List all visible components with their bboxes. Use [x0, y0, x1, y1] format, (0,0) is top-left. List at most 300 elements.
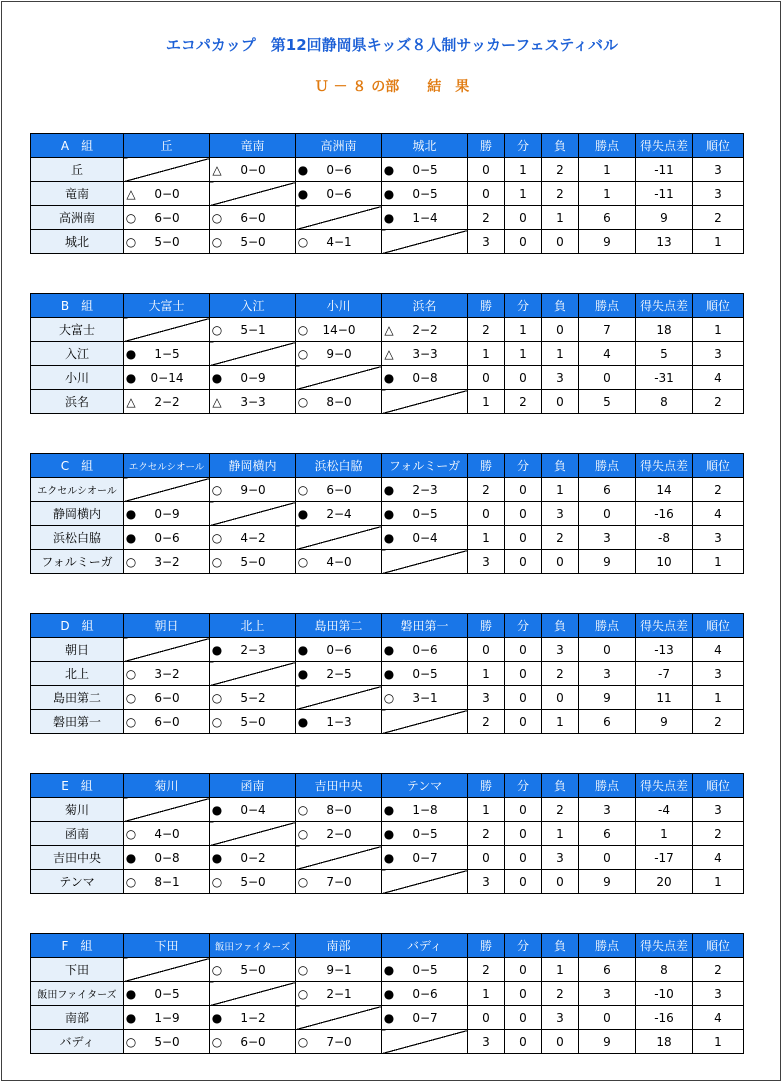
match-score: 1−9 — [154, 1010, 180, 1025]
match-score: 0−6 — [412, 642, 438, 657]
team-row — [31, 478, 744, 502]
match-score: 5−0 — [240, 714, 266, 729]
stat-cell: 0 — [542, 1030, 579, 1054]
win-mark: ○ — [211, 530, 223, 545]
match-score: 1−3 — [326, 714, 352, 729]
row-team-name: 高洲南 — [31, 206, 124, 230]
match-result-cell — [124, 182, 210, 206]
stat-header: 勝点 — [579, 934, 636, 958]
match-score: 9−0 — [326, 346, 352, 361]
loss-mark: ● — [383, 802, 395, 817]
match-score: 4−0 — [154, 826, 180, 841]
row-team-name: 浜松白脇 — [31, 526, 124, 550]
stat-cell: -16 — [636, 502, 693, 526]
match-result-cell — [382, 318, 468, 342]
match-result-cell — [382, 822, 468, 846]
stat-cell: -4 — [636, 798, 693, 822]
stat-header: 勝点 — [579, 134, 636, 158]
stat-cell: 4 — [693, 366, 744, 390]
match-score: 3−1 — [412, 690, 438, 705]
self-match-cell — [296, 686, 382, 710]
draw-mark: △ — [212, 162, 222, 177]
row-team-name: フォルミーガ — [31, 550, 124, 574]
stat-cell: 0 — [505, 1030, 542, 1054]
match-score: 0−2 — [240, 850, 266, 865]
match-score: 6−0 — [154, 210, 180, 225]
match-result-cell — [210, 206, 296, 230]
win-mark: ○ — [297, 1034, 309, 1049]
match-result-cell — [210, 318, 296, 342]
match-result-cell — [124, 822, 210, 846]
group-label: E 組 — [31, 774, 124, 798]
stat-cell: 3 — [542, 846, 579, 870]
stat-cell: 1 — [579, 182, 636, 206]
stat-cell: 2 — [468, 318, 505, 342]
group-table — [30, 453, 744, 574]
stat-cell: 9 — [636, 710, 693, 734]
row-team-name: 竜南 — [31, 182, 124, 206]
self-match-cell — [124, 798, 210, 822]
team-row — [31, 158, 744, 182]
stat-cell: 5 — [636, 342, 693, 366]
stat-cell: 1 — [468, 342, 505, 366]
stat-cell: 0 — [542, 390, 579, 414]
loss-mark: ● — [383, 826, 395, 841]
group-label: B 組 — [31, 294, 124, 318]
stat-cell: 1 — [468, 662, 505, 686]
stat-cell: 1 — [468, 526, 505, 550]
team-row — [31, 502, 744, 526]
self-match-cell — [382, 870, 468, 894]
team-row — [31, 550, 744, 574]
group-table — [30, 613, 744, 734]
match-score: 7−0 — [326, 874, 352, 889]
column-team-header: 浜松白脇 — [296, 454, 382, 478]
match-result-cell — [124, 230, 210, 254]
win-mark: ○ — [125, 714, 137, 729]
stat-header: 順位 — [693, 134, 744, 158]
column-team-header: バディ — [382, 934, 468, 958]
match-score: 0−9 — [154, 506, 180, 521]
loss-mark: ● — [383, 506, 395, 521]
stat-header: 分 — [505, 294, 542, 318]
match-result-cell — [382, 342, 468, 366]
match-result-cell — [296, 158, 382, 182]
stat-cell: 2 — [542, 158, 579, 182]
stat-cell: 2 — [693, 958, 744, 982]
match-score: 3−2 — [154, 554, 180, 569]
loss-mark: ● — [383, 1010, 395, 1025]
match-score: 5−0 — [240, 874, 266, 889]
match-score: 6−0 — [326, 482, 352, 497]
stat-header: 分 — [505, 134, 542, 158]
match-result-cell — [382, 502, 468, 526]
stat-cell: 2 — [693, 822, 744, 846]
match-result-cell — [124, 1006, 210, 1030]
stat-cell: 0 — [468, 182, 505, 206]
stat-cell: 9 — [579, 686, 636, 710]
win-mark: ○ — [125, 690, 137, 705]
match-result-cell — [296, 870, 382, 894]
stat-header: 分 — [505, 934, 542, 958]
stat-header: 負 — [542, 294, 579, 318]
match-score: 0−5 — [412, 962, 438, 977]
stat-cell: 1 — [505, 318, 542, 342]
row-team-name: バディ — [31, 1030, 124, 1054]
match-score: 5−0 — [240, 234, 266, 249]
team-row — [31, 798, 744, 822]
row-team-name: 下田 — [31, 958, 124, 982]
stat-cell: 2 — [542, 662, 579, 686]
stat-cell: 4 — [693, 846, 744, 870]
stat-cell: 1 — [542, 710, 579, 734]
self-match-cell — [382, 390, 468, 414]
win-mark: ○ — [297, 826, 309, 841]
team-row — [31, 390, 744, 414]
stat-cell: 4 — [693, 502, 744, 526]
match-score: 3−2 — [154, 666, 180, 681]
loss-mark: ● — [211, 850, 223, 865]
match-score: 0−0 — [154, 186, 180, 201]
match-score: 2−2 — [412, 322, 438, 337]
team-row — [31, 662, 744, 686]
column-team-header: 飯田ファイターズ — [210, 934, 296, 958]
match-result-cell — [124, 662, 210, 686]
team-row — [31, 846, 744, 870]
stat-header: 分 — [505, 614, 542, 638]
win-mark: ○ — [297, 234, 309, 249]
stat-cell: 8 — [636, 958, 693, 982]
column-team-header: 浜名 — [382, 294, 468, 318]
match-score: 14−0 — [322, 322, 356, 337]
stat-cell: 0 — [579, 638, 636, 662]
match-result-cell — [296, 478, 382, 502]
win-mark: ○ — [211, 690, 223, 705]
loss-mark: ● — [211, 370, 223, 385]
match-result-cell — [296, 710, 382, 734]
row-team-name: 浜名 — [31, 390, 124, 414]
stat-cell: 2 — [693, 710, 744, 734]
stat-cell: 1 — [468, 390, 505, 414]
match-score: 0−5 — [412, 162, 438, 177]
win-mark: ○ — [297, 554, 309, 569]
stat-cell: 9 — [579, 230, 636, 254]
match-result-cell — [210, 478, 296, 502]
column-team-header: 島田第二 — [296, 614, 382, 638]
stat-cell: 2 — [542, 982, 579, 1006]
match-result-cell — [296, 798, 382, 822]
stat-cell: 0 — [579, 502, 636, 526]
stat-cell: -31 — [636, 366, 693, 390]
group-label: C 組 — [31, 454, 124, 478]
stat-cell: 3 — [693, 526, 744, 550]
team-row — [31, 526, 744, 550]
match-score: 2−3 — [240, 642, 266, 657]
loss-mark: ● — [297, 642, 309, 657]
stat-cell: 3 — [693, 182, 744, 206]
stat-header: 得失点差 — [636, 614, 693, 638]
stat-cell: 0 — [542, 870, 579, 894]
match-score: 2−3 — [412, 482, 438, 497]
stat-header: 勝 — [468, 934, 505, 958]
self-match-cell — [124, 478, 210, 502]
team-row — [31, 870, 744, 894]
team-row — [31, 1006, 744, 1030]
stat-cell: 0 — [505, 550, 542, 574]
stat-header: 順位 — [693, 934, 744, 958]
row-team-name: 朝日 — [31, 638, 124, 662]
win-mark: ○ — [211, 714, 223, 729]
win-mark: ○ — [211, 962, 223, 977]
stat-header: 負 — [542, 454, 579, 478]
win-mark: ○ — [383, 690, 395, 705]
stat-header: 勝 — [468, 454, 505, 478]
row-team-name: 磐田第一 — [31, 710, 124, 734]
match-result-cell — [296, 230, 382, 254]
win-mark: ○ — [211, 234, 223, 249]
self-match-cell — [382, 230, 468, 254]
stat-cell: 3 — [468, 686, 505, 710]
match-score: 0−4 — [412, 530, 438, 545]
stat-cell: 6 — [579, 206, 636, 230]
stat-cell: 18 — [636, 1030, 693, 1054]
match-result-cell — [210, 1006, 296, 1030]
team-row — [31, 230, 744, 254]
match-result-cell — [124, 846, 210, 870]
stat-header: 勝点 — [579, 614, 636, 638]
loss-mark: ● — [125, 1010, 137, 1025]
match-score: 2−1 — [326, 986, 352, 1001]
match-result-cell — [382, 846, 468, 870]
loss-mark: ● — [383, 666, 395, 681]
loss-mark: ● — [383, 530, 395, 545]
match-score: 3−3 — [240, 394, 266, 409]
stat-header: 順位 — [693, 774, 744, 798]
group-table — [30, 933, 744, 1054]
row-team-name: 函南 — [31, 822, 124, 846]
loss-mark: ● — [383, 210, 395, 225]
stat-cell: 1 — [542, 478, 579, 502]
match-score: 9−0 — [240, 482, 266, 497]
self-match-cell — [124, 158, 210, 182]
match-result-cell — [382, 1006, 468, 1030]
match-score: 0−5 — [154, 986, 180, 1001]
column-team-header: 南部 — [296, 934, 382, 958]
stat-cell: 6 — [579, 958, 636, 982]
stat-cell: 1 — [468, 798, 505, 822]
stat-cell: 3 — [579, 662, 636, 686]
match-result-cell — [210, 366, 296, 390]
stat-cell: 0 — [542, 230, 579, 254]
match-result-cell — [210, 1030, 296, 1054]
match-score: 2−4 — [326, 506, 352, 521]
column-team-header: エクセルシオール — [124, 454, 210, 478]
match-result-cell — [382, 958, 468, 982]
stat-cell: 0 — [505, 662, 542, 686]
loss-mark: ● — [125, 530, 137, 545]
stat-header: 勝 — [468, 134, 505, 158]
win-mark: ○ — [211, 554, 223, 569]
win-mark: ○ — [297, 482, 309, 497]
stat-cell: 6 — [579, 478, 636, 502]
row-team-name: 吉田中央 — [31, 846, 124, 870]
draw-mark: △ — [384, 346, 394, 361]
column-team-header: 入江 — [210, 294, 296, 318]
stat-cell: 1 — [468, 982, 505, 1006]
match-result-cell — [210, 638, 296, 662]
stat-cell: 2 — [468, 822, 505, 846]
self-match-cell — [382, 1030, 468, 1054]
loss-mark: ● — [383, 482, 395, 497]
stat-cell: 0 — [505, 822, 542, 846]
stat-header: 負 — [542, 774, 579, 798]
stat-header: 得失点差 — [636, 934, 693, 958]
match-score: 4−1 — [326, 234, 352, 249]
loss-mark: ● — [125, 850, 137, 865]
group-label: F 組 — [31, 934, 124, 958]
stat-cell: 0 — [468, 846, 505, 870]
stat-cell: 3 — [468, 550, 505, 574]
stat-cell: 0 — [505, 710, 542, 734]
stat-cell: 3 — [693, 158, 744, 182]
loss-mark: ● — [297, 714, 309, 729]
stat-cell: 6 — [579, 822, 636, 846]
match-result-cell — [210, 958, 296, 982]
stat-cell: 3 — [693, 662, 744, 686]
loss-mark: ● — [383, 850, 395, 865]
match-result-cell — [124, 502, 210, 526]
match-result-cell — [382, 638, 468, 662]
draw-mark: △ — [384, 322, 394, 337]
stat-header: 順位 — [693, 454, 744, 478]
stat-cell: 1 — [505, 342, 542, 366]
page-subtitle: Ｕ － ８ の部 結 果 — [314, 79, 470, 95]
stat-cell: 0 — [505, 1006, 542, 1030]
match-result-cell — [210, 846, 296, 870]
stat-cell: 0 — [468, 1006, 505, 1030]
loss-mark: ● — [297, 162, 309, 177]
win-mark: ○ — [297, 346, 309, 361]
match-score: 7−0 — [326, 1034, 352, 1049]
match-result-cell — [382, 686, 468, 710]
match-result-cell — [124, 1030, 210, 1054]
loss-mark: ● — [383, 986, 395, 1001]
match-result-cell — [296, 822, 382, 846]
stat-cell: 3 — [468, 230, 505, 254]
stat-cell: 2 — [542, 526, 579, 550]
stat-cell: 10 — [636, 550, 693, 574]
stat-cell: 4 — [579, 342, 636, 366]
match-score: 0−5 — [412, 186, 438, 201]
draw-mark: △ — [126, 186, 136, 201]
stat-header: 得失点差 — [636, 454, 693, 478]
match-score: 0−5 — [412, 506, 438, 521]
stat-cell: -16 — [636, 1006, 693, 1030]
team-row — [31, 958, 744, 982]
stat-cell: -11 — [636, 158, 693, 182]
stat-cell: 3 — [579, 982, 636, 1006]
match-score: 1−8 — [412, 802, 438, 817]
stat-header: 分 — [505, 454, 542, 478]
stat-cell: 2 — [468, 958, 505, 982]
stat-cell: 1 — [505, 158, 542, 182]
match-result-cell — [210, 686, 296, 710]
match-score: 0−6 — [412, 986, 438, 1001]
match-score: 0−6 — [154, 530, 180, 545]
stat-header: 勝点 — [579, 294, 636, 318]
stat-cell: 4 — [693, 1006, 744, 1030]
match-result-cell — [382, 366, 468, 390]
win-mark: ○ — [211, 1034, 223, 1049]
stat-cell: 5 — [579, 390, 636, 414]
loss-mark: ● — [383, 162, 395, 177]
column-team-header: 菊川 — [124, 774, 210, 798]
self-match-cell — [210, 502, 296, 526]
group-table — [30, 773, 744, 894]
team-row — [31, 822, 744, 846]
stat-cell: 0 — [579, 846, 636, 870]
match-score: 1−2 — [240, 1010, 266, 1025]
stat-header: 勝 — [468, 294, 505, 318]
group-header-row — [31, 934, 744, 958]
match-score: 6−0 — [240, 210, 266, 225]
loss-mark: ● — [297, 186, 309, 201]
win-mark: ○ — [297, 394, 309, 409]
draw-mark: △ — [126, 394, 136, 409]
match-score: 0−0 — [240, 162, 266, 177]
match-result-cell — [124, 526, 210, 550]
row-team-name: 丘 — [31, 158, 124, 182]
loss-mark: ● — [383, 370, 395, 385]
self-match-cell — [210, 182, 296, 206]
match-score: 0−9 — [240, 370, 266, 385]
stat-cell: 1 — [693, 1030, 744, 1054]
match-score: 2−2 — [154, 394, 180, 409]
stat-cell: 1 — [542, 958, 579, 982]
loss-mark: ● — [383, 962, 395, 977]
stat-cell: 14 — [636, 478, 693, 502]
match-score: 0−8 — [154, 850, 180, 865]
stat-cell: 1 — [693, 550, 744, 574]
stat-header: 負 — [542, 134, 579, 158]
match-result-cell — [296, 390, 382, 414]
win-mark: ○ — [125, 554, 137, 569]
match-result-cell — [210, 526, 296, 550]
stat-cell: 0 — [579, 366, 636, 390]
team-row — [31, 366, 744, 390]
self-match-cell — [124, 958, 210, 982]
match-score: 1−5 — [154, 346, 180, 361]
loss-mark: ● — [125, 986, 137, 1001]
match-result-cell — [296, 982, 382, 1006]
match-result-cell — [382, 182, 468, 206]
stat-header: 勝点 — [579, 774, 636, 798]
match-score: 0−7 — [412, 850, 438, 865]
stat-cell: 1 — [693, 230, 744, 254]
column-team-header: 竜南 — [210, 134, 296, 158]
win-mark: ○ — [125, 874, 137, 889]
self-match-cell — [296, 366, 382, 390]
stat-header: 勝点 — [579, 454, 636, 478]
row-team-name: 北上 — [31, 662, 124, 686]
stat-cell: 9 — [636, 206, 693, 230]
row-team-name: エクセルシオール — [31, 478, 124, 502]
team-row — [31, 982, 744, 1006]
self-match-cell — [382, 550, 468, 574]
stat-header: 得失点差 — [636, 134, 693, 158]
match-result-cell — [124, 870, 210, 894]
stat-cell: 18 — [636, 318, 693, 342]
